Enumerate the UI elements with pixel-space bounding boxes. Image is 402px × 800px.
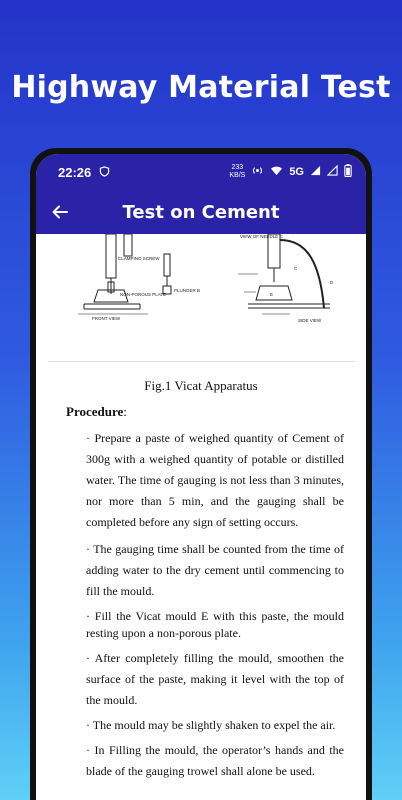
data-rate-value: 233	[231, 164, 244, 171]
arrow-back-icon	[51, 203, 69, 221]
procedure-heading-colon: :	[123, 404, 127, 419]
app-screen	[36, 154, 366, 800]
procedure-steps	[86, 428, 344, 782]
status-time: 22:26	[58, 164, 92, 180]
network-type: 5G	[289, 166, 304, 178]
procedure-step: · After completely filling the mould, smoothen the surface of the paste, making it level with the top of the mould.	[86, 651, 344, 707]
phone-frame	[30, 148, 372, 800]
label-c: C	[294, 266, 298, 271]
label-side-view: SIDE VIEW	[298, 318, 322, 323]
content-area	[36, 234, 366, 782]
label-plunger-b: PLUNGER B	[174, 288, 201, 293]
wifi-icon	[270, 165, 283, 179]
vicat-apparatus-figure	[48, 234, 354, 362]
label-front-view: FRONT VIEW	[92, 316, 121, 321]
back-button[interactable]	[40, 190, 80, 234]
hotspot-icon	[251, 164, 264, 180]
figure-caption: Fig.1 Vicat Apparatus	[144, 378, 258, 393]
label-non-porous-plate: NON-POROUS PLATE	[120, 292, 167, 297]
procedure-heading	[66, 404, 354, 420]
procedure-heading-text: Procedure	[66, 404, 124, 419]
label-view-of-needle-c: VIEW OF NEEDLE C	[240, 234, 283, 239]
signal-2-icon	[327, 165, 338, 179]
app-bar	[36, 190, 366, 234]
status-bar	[36, 154, 366, 190]
procedure-step: · In Filling the mould, the operator’s hands and the blade of the gauging trowel shall alone be used.	[86, 743, 344, 778]
vpn-shield-icon	[99, 165, 110, 180]
procedure-step: · Prepare a paste of weighed quantity of Cement of 300g with a weighed quantity of potable or distilled water. The time of gauging is not less than 3 minutes, nor more than 5 min, and the gauging shall be completed before any sign of setting occurs.	[86, 431, 344, 529]
procedure-step: · The mould may be slightly shaken to expel the air.	[86, 718, 336, 732]
procedure-step: · The gauging time shall be counted from the time of adding water to the dry cement until commencing to fill the mould.	[86, 542, 344, 598]
data-rate-unit: KB/S	[229, 172, 246, 179]
label-clamping-screw: CLAMPING SCREW	[118, 256, 160, 261]
label-e: E	[270, 292, 274, 297]
promo-title: Highway Material Test	[11, 70, 391, 105]
label-d: D	[330, 280, 334, 285]
vicat-apparatus-drawing	[48, 234, 366, 362]
procedure-step: · Fill the Vicat mould E with this paste, the mould resting upon a non-porous plate.	[86, 609, 344, 640]
page-title: Test on Cement	[122, 201, 280, 223]
data-rate	[229, 164, 245, 180]
battery-icon	[344, 164, 352, 180]
signal-icon	[310, 165, 321, 179]
